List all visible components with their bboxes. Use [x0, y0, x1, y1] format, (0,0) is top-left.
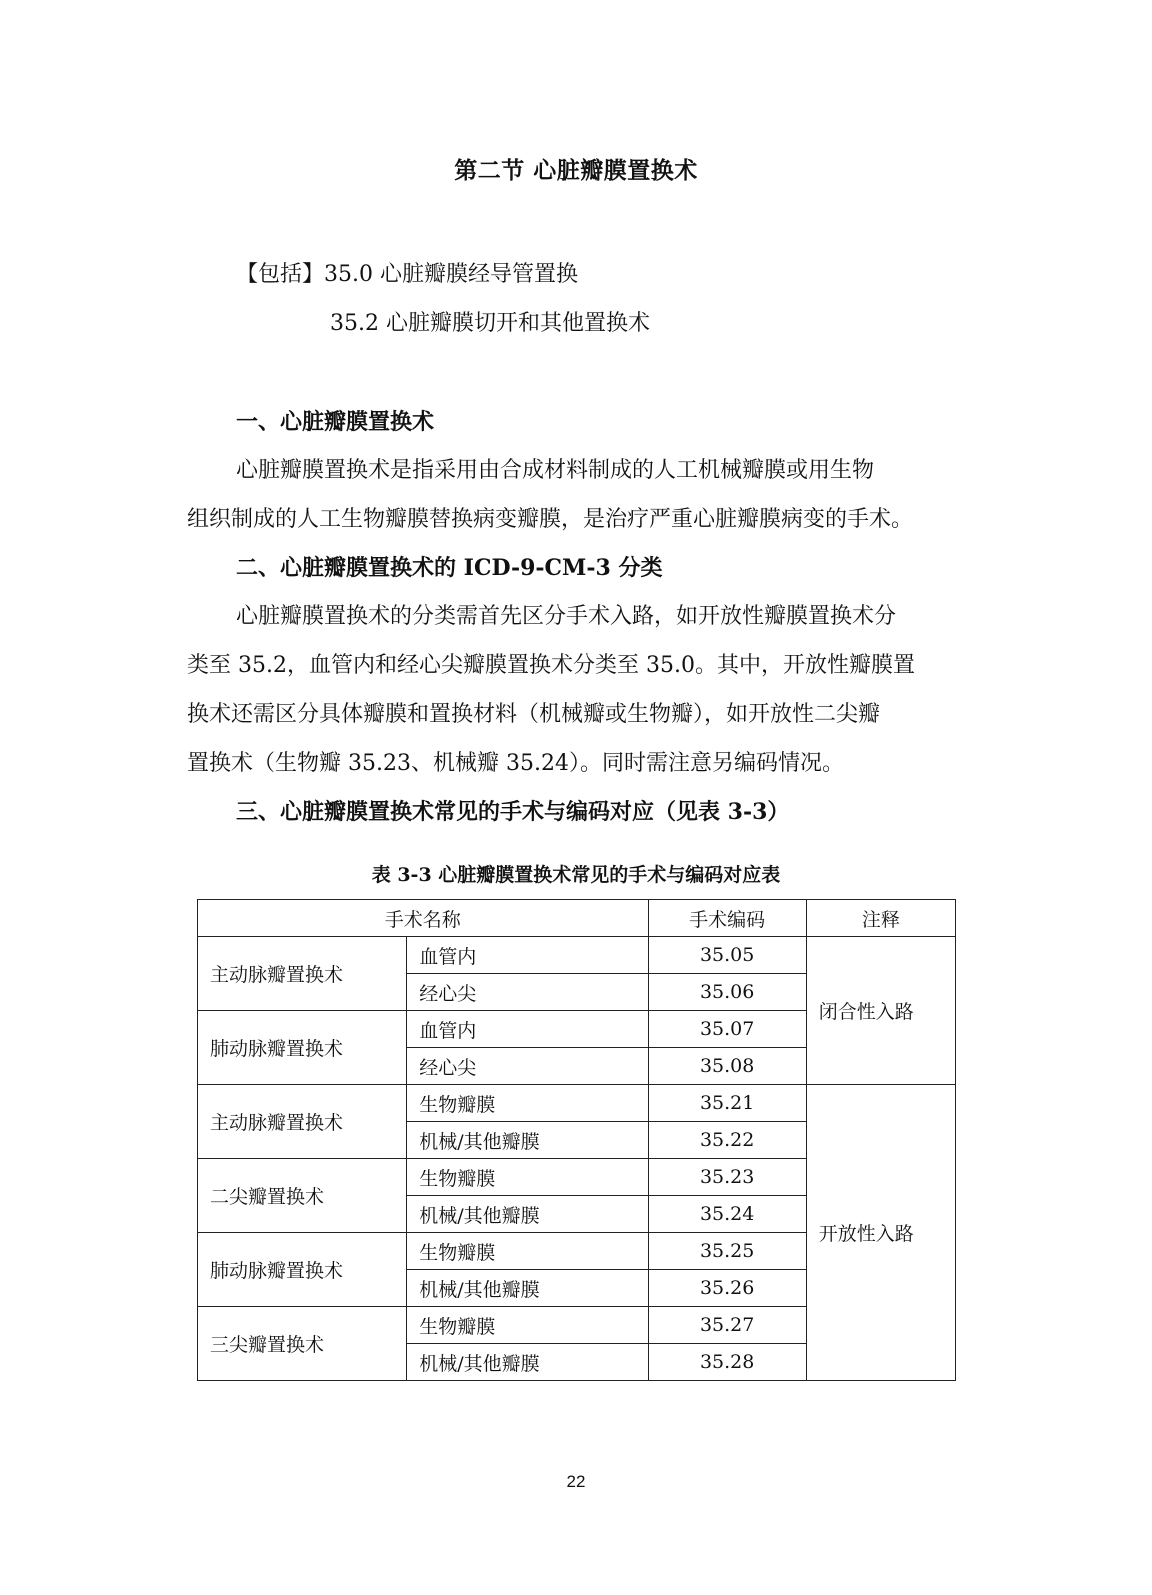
- section-title: 第二节 心脏瓣膜置换术: [454, 157, 698, 184]
- approach-cell: 血管内: [407, 1011, 648, 1048]
- procedure-name-cell: 三尖瓣置换术: [198, 1307, 407, 1381]
- header-procedure-name: 手术名称: [198, 900, 649, 937]
- approach-cell: 经心尖: [407, 974, 648, 1011]
- approach-cell: 经心尖: [407, 1048, 648, 1085]
- code-cell: 35.07: [648, 1011, 806, 1048]
- code-cell: 35.28: [648, 1344, 806, 1381]
- heading-1: 一、心脏瓣膜置换术: [236, 409, 435, 435]
- code-cell: 35.24: [648, 1196, 806, 1233]
- note-cell: 闭合性入路: [806, 937, 955, 1085]
- material-cell: 生物瓣膜: [407, 1159, 648, 1196]
- code-cell: 35.25: [648, 1233, 806, 1270]
- material-cell: 生物瓣膜: [407, 1233, 648, 1270]
- heading-2: 二、心脏瓣膜置换术的 ICD-9-CM-3 分类: [236, 555, 663, 581]
- paragraph-2-line: 心脏瓣膜置换术的分类需首先区分手术入路，如开放性瓣膜置换术分: [236, 604, 897, 629]
- paragraph-2-line: 类至 35.2，血管内和经心尖瓣膜置换术分类至 35.0。其中，开放性瓣膜置: [187, 653, 915, 678]
- procedure-name-cell: 肺动脉瓣置换术: [198, 1011, 407, 1085]
- includes-line-1: [236, 257, 578, 288]
- procedure-name-cell: 主动脉瓣置换术: [198, 1085, 407, 1159]
- code-cell: 35.06: [648, 974, 806, 1011]
- material-cell: 生物瓣膜: [407, 1085, 648, 1122]
- code-cell: 35.08: [648, 1048, 806, 1085]
- page-number: 22: [566, 1472, 586, 1491]
- code-cell: 35.05: [648, 937, 806, 974]
- procedure-name-cell: 主动脉瓣置换术: [198, 937, 407, 1011]
- includes-label: 【包括】: [236, 262, 325, 287]
- material-cell: 生物瓣膜: [407, 1307, 648, 1344]
- approach-cell: 血管内: [407, 937, 648, 974]
- paragraph-2-line: 置换术（生物瓣 35.23、机械瓣 35.24）。同时需注意另编码情况。: [187, 751, 844, 776]
- procedure-code-table: [197, 899, 956, 1381]
- material-cell: 机械/其他瓣膜: [407, 1196, 648, 1233]
- material-cell: 机械/其他瓣膜: [407, 1344, 648, 1381]
- procedure-name-cell: 二尖瓣置换术: [198, 1159, 407, 1233]
- paragraph-1-line: 心脏瓣膜置换术是指采用由合成材料制成的人工机械瓣膜或用生物: [236, 458, 875, 483]
- material-cell: 机械/其他瓣膜: [407, 1270, 648, 1307]
- code-cell: 35.23: [648, 1159, 806, 1196]
- table-row: [198, 937, 956, 974]
- includes-item: 35.0 心脏瓣膜经导管置换: [324, 262, 578, 287]
- code-cell: 35.27: [648, 1307, 806, 1344]
- procedure-name-cell: 肺动脉瓣置换术: [198, 1233, 407, 1307]
- code-cell: 35.21: [648, 1085, 806, 1122]
- includes-item: 35.2 心脏瓣膜切开和其他置换术: [330, 311, 650, 336]
- note-cell: 开放性入路: [806, 1085, 955, 1381]
- heading-3: 三、心脏瓣膜置换术常见的手术与编码对应（见表 3-3）: [236, 799, 790, 825]
- header-notes: 注释: [806, 900, 955, 937]
- header-procedure-code: 手术编码: [648, 900, 806, 937]
- paragraph-2-line: 换术还需区分具体瓣膜和置换材料（机械瓣或生物瓣），如开放性二尖瓣: [187, 702, 881, 727]
- code-cell: 35.26: [648, 1270, 806, 1307]
- material-cell: 机械/其他瓣膜: [407, 1122, 648, 1159]
- code-cell: 35.22: [648, 1122, 806, 1159]
- paragraph-1-line: 组织制成的人工生物瓣膜替换病变瓣膜，是治疗严重心脏瓣膜病变的手术。: [187, 507, 914, 532]
- table-caption: 表 3-3 心脏瓣膜置换术常见的手术与编码对应表: [371, 864, 781, 886]
- table-row: [198, 1085, 956, 1122]
- table-header-row: [198, 900, 956, 937]
